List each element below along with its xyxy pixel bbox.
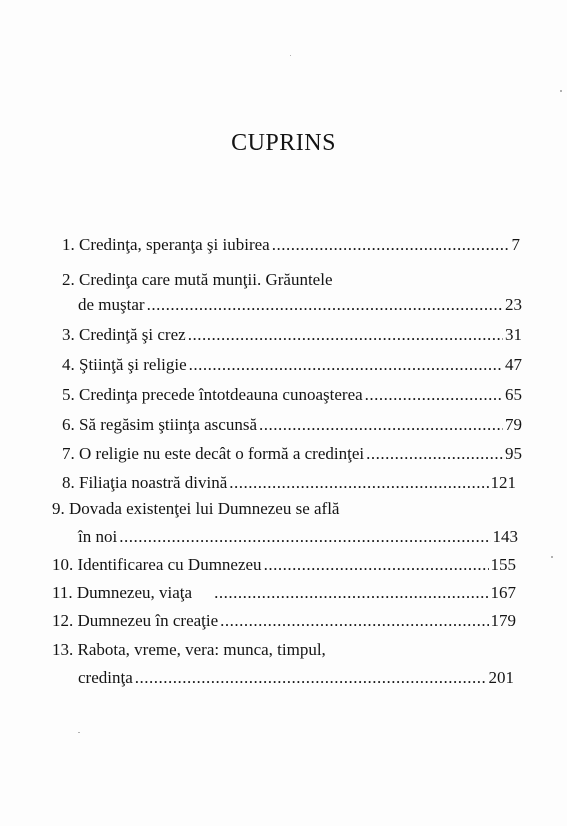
entry-number: 11.	[52, 583, 73, 602]
entry-page: 31	[505, 325, 522, 344]
entry-number: 3.	[62, 325, 75, 344]
scan-speck	[78, 732, 80, 733]
entry-title: Credinţa precede întotdeauna cunoaşterea	[79, 385, 363, 404]
toc-entry-continuation	[78, 667, 514, 689]
entry-title-continued: în noi	[78, 527, 118, 546]
entry-number: 7.	[62, 444, 75, 463]
entry-page: 7	[511, 235, 520, 254]
entry-page: 179	[490, 611, 516, 630]
toc-entry	[62, 234, 520, 256]
toc-entry-continuation	[78, 526, 518, 548]
entry-number: 5.	[62, 385, 75, 404]
scan-speck	[560, 90, 562, 92]
leader-dots	[188, 324, 503, 346]
entry-number: 10.	[52, 555, 74, 574]
toc-entry	[52, 639, 326, 661]
entry-title-continued: de muştar	[78, 295, 145, 314]
scan-speck	[290, 55, 291, 56]
entry-title: Să regăsim ştiinţa ascunsă	[79, 415, 257, 434]
entry-number: 8.	[62, 473, 75, 492]
entry-title: Credinţa care mută munţii. Grăuntele	[79, 270, 333, 289]
toc-entry	[62, 384, 522, 406]
entry-title: Rabota, vreme, vera: munca, timpul,	[77, 640, 326, 659]
scan-speck	[551, 556, 553, 558]
entry-title: Dumnezeu, viaţa	[76, 583, 193, 602]
page-title: CUPRINS	[231, 130, 336, 156]
entry-page: 143	[492, 527, 518, 546]
entry-page: 47	[505, 355, 522, 374]
toc-entry	[52, 610, 516, 632]
entry-title: Dumnezeu în creaţie	[77, 611, 219, 630]
entry-page: 201	[488, 668, 514, 687]
leader-dots	[229, 472, 488, 494]
toc-entry	[62, 443, 522, 465]
leader-dots	[119, 526, 490, 548]
entry-number: 4.	[62, 355, 75, 374]
toc-entry-continuation	[78, 294, 522, 316]
leader-dots	[135, 667, 487, 689]
leader-dots	[220, 610, 488, 632]
entry-number: 13.	[52, 640, 74, 659]
toc-entry	[52, 554, 516, 576]
toc-entry	[62, 414, 522, 436]
entry-page: 65	[505, 385, 522, 404]
toc-entry	[62, 472, 516, 494]
entry-number: 12.	[52, 611, 74, 630]
entry-title: Credinţa, speranţa şi iubirea	[79, 235, 270, 254]
leader-dots	[366, 443, 503, 465]
entry-number: 6.	[62, 415, 75, 434]
leader-dots	[272, 234, 510, 256]
leader-dots	[365, 384, 503, 406]
entry-title: Credinţă şi crez	[79, 325, 186, 344]
entry-title: O religie nu este decât o formă a credinţei	[79, 444, 365, 463]
toc-entry	[52, 582, 516, 604]
entry-title: Identificarea cu Dumnezeu	[77, 555, 262, 574]
entry-title: Filiaţia noastră divină	[79, 473, 228, 492]
entry-number: 1.	[62, 235, 75, 254]
leader-dots	[264, 554, 489, 576]
entry-page: 23	[505, 295, 522, 314]
leader-dots	[259, 414, 503, 436]
entry-number: 9.	[52, 499, 65, 518]
leader-dots	[214, 582, 488, 604]
entry-page: 95	[505, 444, 522, 463]
entry-page: 155	[490, 555, 516, 574]
entry-page: 121	[490, 473, 516, 492]
entry-title: Dovada existenţei lui Dumnezeu se află	[69, 499, 340, 518]
entry-page: 79	[505, 415, 522, 434]
toc-entry	[62, 324, 522, 346]
entry-title-continued: credinţa	[78, 668, 133, 687]
toc-entry	[62, 354, 522, 376]
toc-entry	[52, 498, 339, 520]
entry-page: 167	[490, 583, 516, 602]
entry-number: 2.	[62, 270, 75, 289]
toc-entry	[62, 269, 333, 291]
entry-title: Ştiinţă şi religie	[79, 355, 187, 374]
leader-dots	[147, 294, 503, 316]
leader-dots	[189, 354, 503, 376]
